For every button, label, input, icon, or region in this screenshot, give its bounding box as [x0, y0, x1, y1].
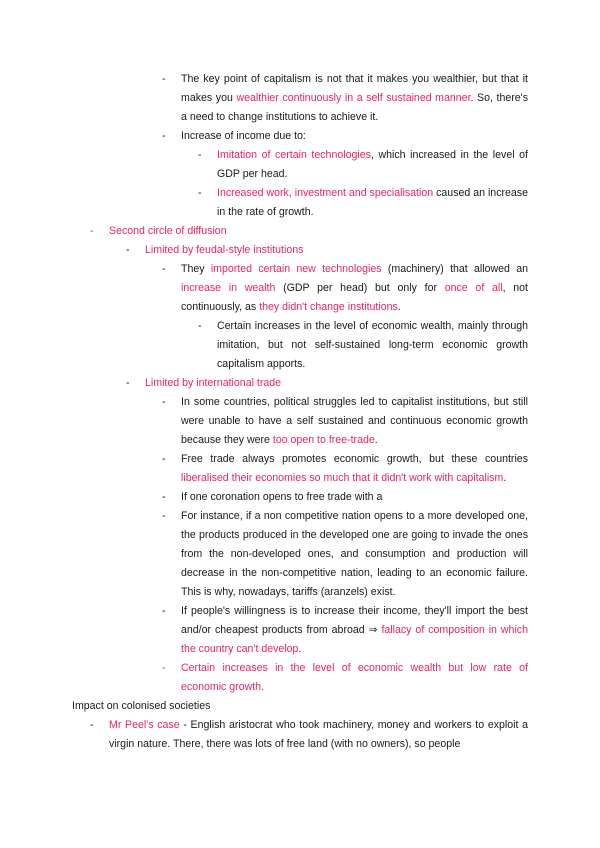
bullet-dash: - [162, 605, 166, 617]
bullet-dash: - [162, 453, 166, 465]
highlight-text: they didn't change institutions [259, 301, 398, 313]
highlight-text: Mr Peel's case [109, 719, 180, 731]
bullet-dash: - [162, 510, 166, 522]
bullet-imported-technologies [162, 260, 528, 317]
bullet-text: Imitation of certain technologies, which increased in the level of GDP per head. [217, 149, 528, 180]
bullet-text: Limited by feudal-style institutions [145, 244, 304, 256]
bullet-dash: - [162, 73, 166, 85]
bullet-certain-increases-low-growth [162, 659, 528, 697]
bullet-text: Free trade always promotes economic growth, but these countries liberalised their economies so much that it didn't work with capitalism. [181, 453, 528, 484]
bullet-dash: - [198, 320, 202, 332]
bullet-dash: - [162, 130, 166, 142]
heading-impact-colonised-societies [72, 697, 528, 716]
bullet-text: If one coronation opens to free trade with a [181, 491, 383, 503]
bullet-text: For instance, if a non competitive nation opens to a more developed one, the products produced in the developed one are going to invade the ones from the non-developed ones, and consumption and production will decrease in the non-competitive nation, leading to an economic failure. This is why, nowadays, tariffs (aranzels) exist. [181, 510, 528, 598]
bullet-text: They imported certain new technologies (machinery) that allowed an increase in wealth (GDP per head) but only for once of all, not continuously, as they didn't change institutions. [181, 263, 528, 313]
bullet-increased-work [198, 184, 528, 222]
bullet-text: Mr Peel's case - English aristocrat who took machinery, money and workers to exploit a virgin nature. There, there was lots of free land (with no owners), so people [109, 719, 529, 750]
highlight-text: increase in wealth [181, 282, 276, 294]
highlight-text: too open to free-trade [272, 434, 375, 446]
bullet-mr-peels-case [90, 716, 528, 754]
highlight-text: Imitation of certain technologies [217, 149, 371, 161]
bullet-certain-increases-imitation [198, 317, 528, 374]
bullet-text: Increased work, investment and specialisation caused an increase in the rate of growth. [217, 187, 528, 218]
heading-text: Impact on colonised societies [72, 700, 211, 712]
bullet-text: If people's willingness is to increase their income, they'll import the best and/or cheapest products from abroad ⇒ fallacy of composition in which the country can't develop. [181, 605, 528, 655]
bullet-text: In some countries, political struggles led to capitalist institutions, but still were unable to have a self sustained and continuous economic growth because they were too open to free-trade. [181, 396, 528, 446]
bullet-key-point-capitalism [162, 70, 528, 127]
bullet-dash: - [90, 719, 94, 731]
bullet-text: Limited by international trade [145, 377, 282, 389]
bullet-increase-of-income [162, 127, 528, 146]
highlight-text: once of all [444, 282, 503, 294]
highlight-text: liberalised their economies so much that it didn't work with capitalism [181, 472, 504, 484]
highlight-text: fallacy of composition in which the country can't develop [181, 624, 528, 655]
bullet-text: Certain increases in the level of economic wealth but low rate of economic growth. [181, 662, 528, 693]
bullet-dash: - [162, 662, 166, 674]
bullet-free-trade-growth [162, 450, 528, 488]
bullet-dash: - [162, 396, 166, 408]
bullet-dash: - [198, 187, 202, 199]
bullet-imitation-technologies [198, 146, 528, 184]
highlight-text: Increased work, investment and specialisation [217, 187, 434, 199]
heading-limited-feudal [126, 241, 528, 260]
bullet-dash: - [198, 149, 202, 161]
bullet-text: Second circle of diffusion [109, 225, 227, 237]
bullet-dash: - [126, 377, 130, 389]
bullet-dash: - [162, 491, 166, 503]
bullet-peoples-willingness [162, 602, 528, 659]
bullet-dash: - [162, 263, 166, 275]
bullet-text: Certain increases in the level of economic wealth, mainly through imitation, but not self-sustained long-term economic growth capitalism apports. [217, 320, 528, 370]
bullet-text: Increase of income due to: [181, 130, 306, 142]
bullet-political-struggles [162, 393, 528, 450]
bullet-dash: - [90, 225, 94, 237]
highlight-text: imported certain new technologies [210, 263, 382, 275]
bullet-text: The key point of capitalism is not that it makes you wealthier, but that it makes you wealthier continuously in a self sustained manner. So, there's a need to change institutions to achieve it. [181, 73, 528, 123]
highlight-text: wealthier continuously in a self sustained manner [236, 92, 471, 104]
bullet-non-competitive-nation [162, 507, 528, 602]
bullet-coronation-free-trade [162, 488, 528, 507]
bullet-dash: - [126, 244, 130, 256]
heading-limited-international-trade [126, 374, 528, 393]
heading-second-circle-diffusion [90, 222, 528, 241]
